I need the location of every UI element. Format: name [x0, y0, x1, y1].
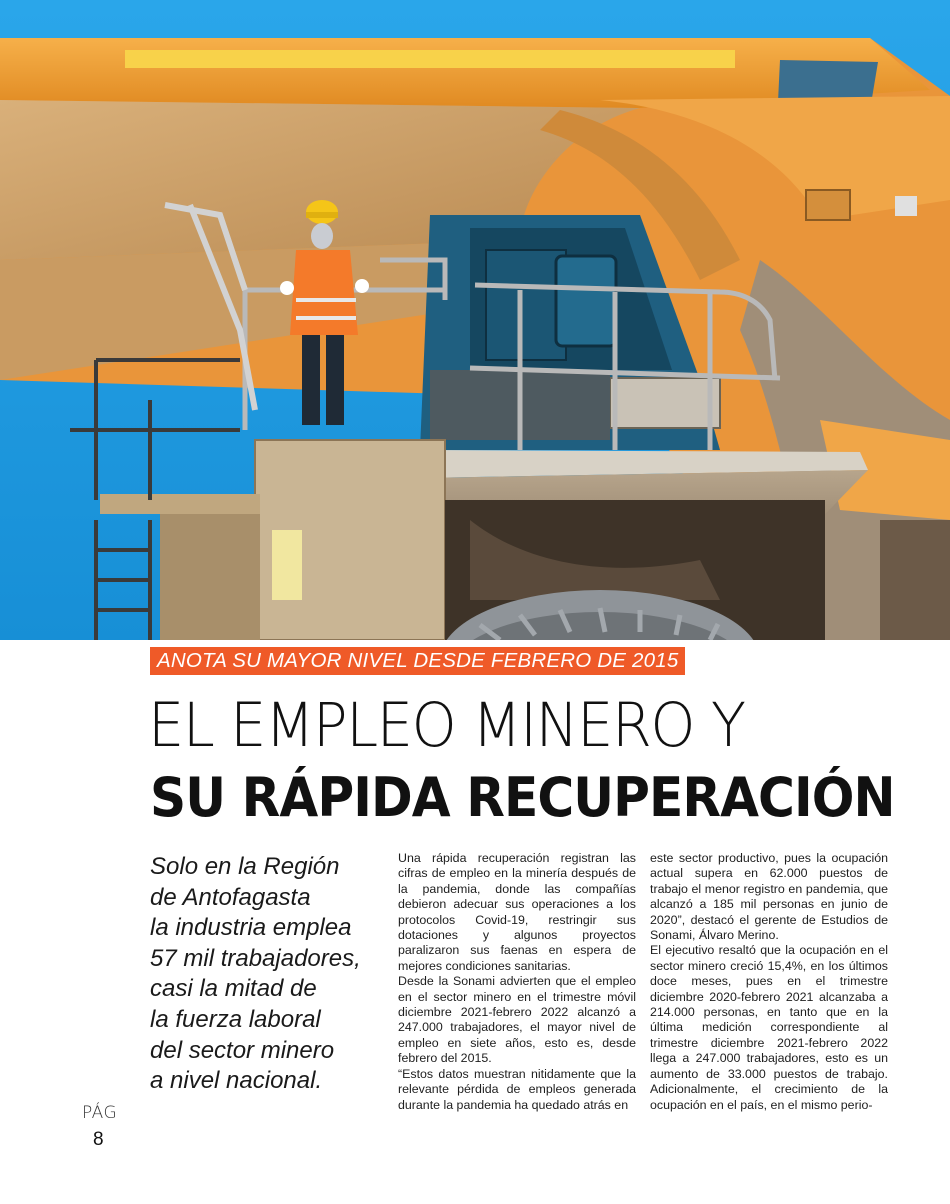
article-lead	[150, 852, 386, 1097]
lead-line: a nivel nacional.	[150, 1067, 323, 1095]
body-column-2	[650, 851, 888, 1113]
article-kicker: ANOTA SU MAYOR NIVEL DESDE FEBRERO DE 2015	[150, 647, 685, 675]
headline-line-1: EL EMPLEO MINERO Y	[148, 690, 745, 761]
lead-line: de Antofagasta	[150, 883, 311, 911]
lead-line: del sector minero	[150, 1036, 335, 1064]
body-paragraph: El ejecutivo resaltó que la ocupación en el sector minero creció 15,4%, en los últimos doce meses, pues en el trimestre diciembre 2020-febrero 2021 alcanzaba a 214.000 personas, en tanto que en la última medición correspondiente al trimestre diciembre 2021-febrero 2022 llega a 247.000 trabajadores, esto es un aumento de 33.000 puestos de trabajo. Adicionalmente, el crecimiento de la ocupación en el país, en el mismo perio-	[650, 943, 888, 1112]
body-paragraph: “Estos datos muestran nitidamente que la relevante pérdida de empleos generada durante la pandemia ha quedado atrás en	[398, 1066, 636, 1112]
lead-line: la industria emplea	[150, 914, 352, 942]
body-column-1	[398, 851, 636, 1113]
body-paragraph: Desde la Sonami advierten que el empleo en el sector minero en el trimestre móvil diciembre 2021-febrero 2022 alcanzó a 247.000 trabajadores, el mayor nivel de empleo en siete años, esto es, desde febrero del 2015.	[398, 974, 636, 1066]
lead-line: 57 mil trabajadores,	[150, 944, 361, 972]
body-paragraph: Una rápida recuperación registran las cifras de empleo en la minería después de la pandemia, donde las compañías debieron adecuar sus operaciones a los protocolos Covid-19, restringir sus dotaciones y algunos proyectos paralizaron sus faenas en espera de mejores condiciones sanitarias.	[398, 851, 636, 973]
lead-line: casi la mitad de	[150, 975, 317, 1003]
body-paragraph: este sector productivo, pues la ocupación actual supera en 62.000 puestos de trabajo el menor registro en pandemia, que alcanzó a 185 mil personas en junio de 2020”, destacó el gerente de Estudios de Sonami, Álvaro Merino.	[650, 851, 888, 943]
page-number: 8	[93, 1129, 104, 1150]
page-label: PÁG	[82, 1103, 118, 1123]
lead-line: Solo en la Región	[150, 853, 340, 880]
headline-line-2: SU RÁPIDA RECUPERACIÓN	[150, 766, 895, 829]
lead-line: la fuerza laboral	[150, 1005, 321, 1033]
